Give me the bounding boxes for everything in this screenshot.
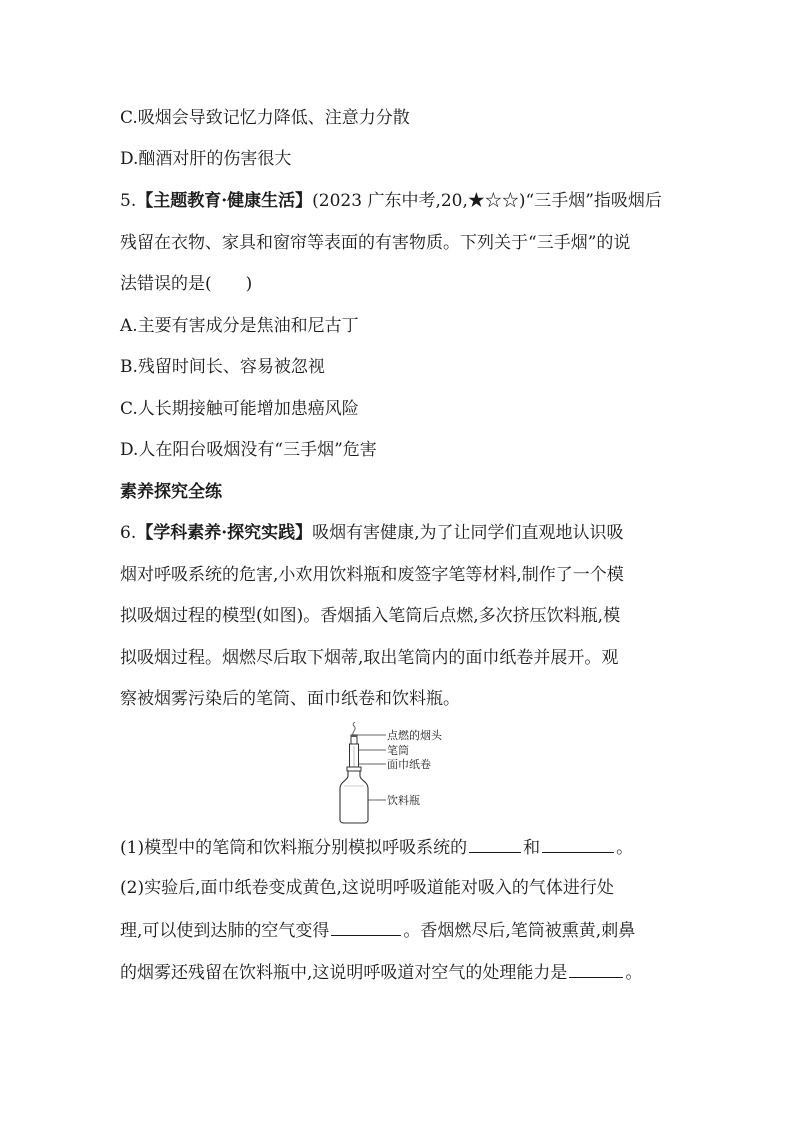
q6-stem-line4: 拟吸烟过程。烟燃尽后取下烟蒂,取出笔筒内的面巾纸卷并展开。观: [120, 648, 619, 668]
q6-stem-text: 吸烟有害健康,为了让同学们直观地认识吸: [312, 523, 624, 543]
q6-sub2-text-c: 的烟雾还残留在饮料瓶中,这说明呼吸道对空气的处理能力是: [120, 963, 568, 983]
q5-option-b: B.残留时间长、容易被忽视: [120, 357, 325, 377]
q6-stem-line5: 察被烟雾污染后的笔筒、面巾纸卷和饮料瓶。: [120, 689, 460, 709]
q4-option-c: C.吸烟会导致记忆力降低、注意力分散: [120, 108, 410, 128]
q5-number: 5.: [120, 191, 137, 211]
answer-blank-4[interactable]: [569, 961, 623, 978]
q6-sub2-line2: [120, 919, 714, 941]
label-pen-tube: 笔筒: [387, 744, 409, 757]
q6-sub1-end: 。: [616, 838, 634, 858]
answer-blank-1[interactable]: [469, 836, 521, 853]
q5-option-a: A.主要有害成分是焦油和尼古丁: [120, 316, 359, 336]
q5-tag: 【主题教育·健康生活】: [136, 191, 313, 211]
q6-sub1-text-a: (1)模型中的笔筒和饮料瓶分别模拟呼吸系统的: [120, 838, 468, 858]
answer-blank-2[interactable]: [542, 836, 614, 853]
cigarette-icon: [351, 735, 357, 744]
q5-option-c: C.人长期接触可能增加患癌风险: [120, 399, 359, 419]
q6-tag: 【学科素养·探究实践】: [136, 523, 313, 543]
q6-sub2-text-a: 理,可以使到达肺的空气变得: [120, 921, 330, 941]
q5-source: (2023 广东中考,20,★☆☆): [312, 191, 526, 211]
q6-stem-line2: 烟对呼吸系统的危害,小欢用饮料瓶和废签字笔等材料,制作了一个模: [120, 565, 624, 585]
q6-sub1: [120, 836, 714, 858]
q6-sub2-line3: [120, 961, 714, 983]
q4-option-d: D.酗酒对肝的伤害很大: [120, 149, 292, 169]
section-title: 素养探究全练: [120, 482, 222, 502]
label-tissue-roll: 面巾纸卷: [387, 758, 431, 771]
q5-option-d: D.人在阳台吸烟没有“三手烟”危害: [120, 440, 377, 460]
q5-stem-text: “三手烟”指吸烟后: [525, 191, 662, 211]
smoke-icon: [353, 722, 356, 736]
q5-stem-line1: [120, 191, 714, 211]
smoking-model-figure: [330, 722, 460, 824]
q6-number: 6.: [120, 523, 137, 543]
q6-stem-line3: 拟吸烟过程的模型(如图)。香烟插入笔筒后点燃,多次挤压饮料瓶,模: [120, 606, 621, 626]
q6-sub2-text-b: 。香烟燃尽后,笔筒被熏黄,刺鼻: [403, 921, 636, 941]
q5-stem-line3: 法错误的是( ): [120, 274, 253, 294]
bottle-icon: [340, 767, 368, 823]
q6-sub1-text-b: 和: [523, 838, 541, 858]
answer-blank-3[interactable]: [331, 919, 401, 936]
pen-tube-icon: [350, 744, 359, 770]
q6-sub2-end: 。: [625, 963, 643, 983]
q5-stem-line2: 残留在衣物、家具和窗帘等表面的有害物质。下列关于“三手烟”的说: [120, 233, 631, 253]
label-lit-cigarette: 点燃的烟头: [387, 729, 442, 742]
q6-stem-line1: [120, 523, 714, 543]
q6-sub2-line1: (2)实验后,面巾纸卷变成黄色,这说明呼吸道能对吸入的气体进行处: [120, 878, 614, 898]
label-bottle: 饮料瓶: [387, 794, 420, 807]
